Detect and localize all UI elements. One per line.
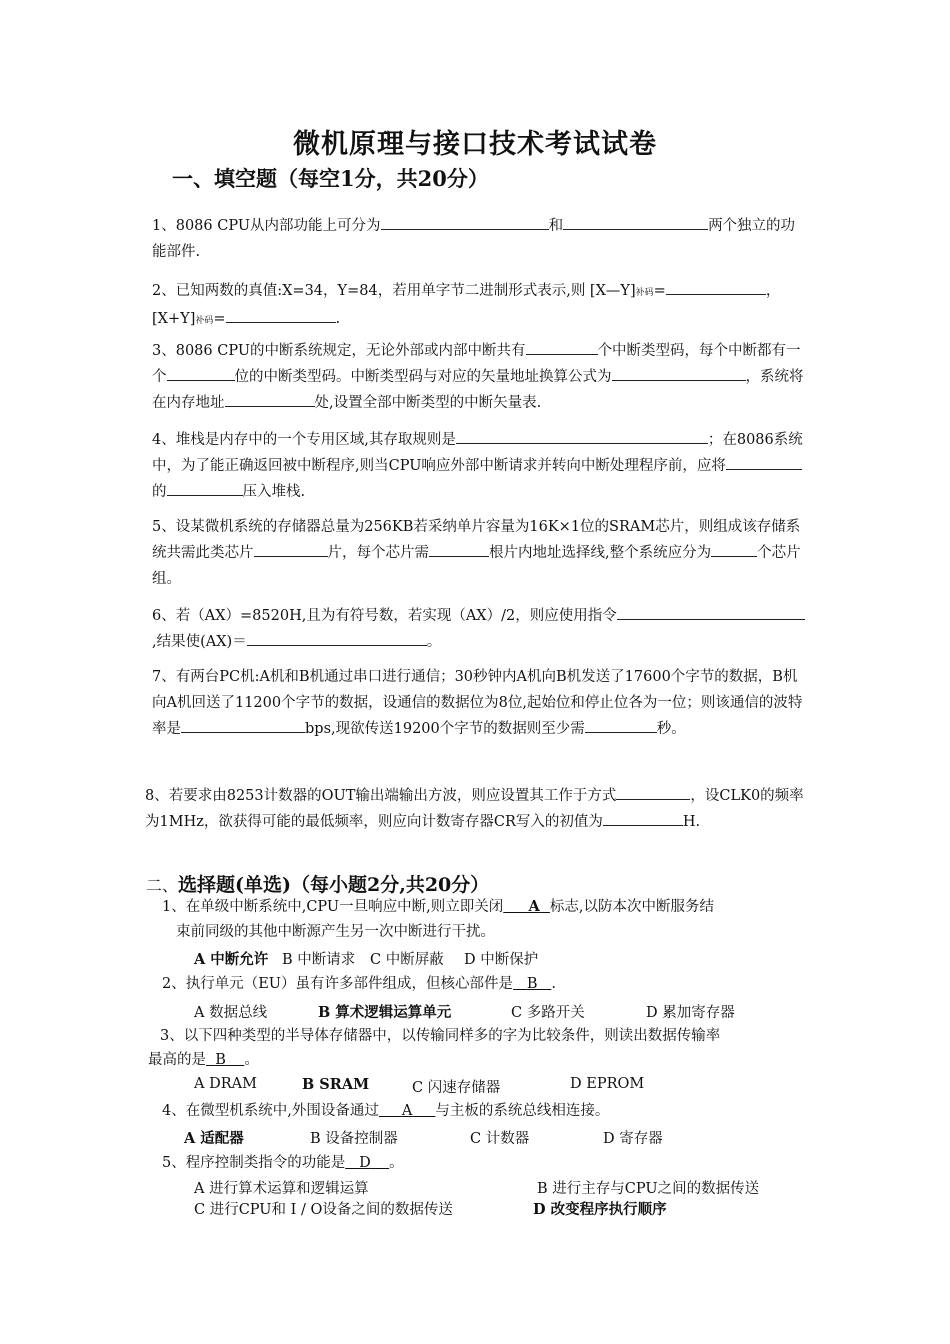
option-d: D 寄存器 xyxy=(603,1131,663,1147)
option-b: B 算术逻辑运算单元 xyxy=(318,1004,452,1021)
choice-question-5: 5、程序控制类指令的功能是 D 。 xyxy=(162,1155,404,1171)
choice-question-3: 3、以下四种类型的半导体存储器中，以传输同样多的字为比较条件，则读出数据传输率 xyxy=(160,1028,721,1044)
answer-blank xyxy=(612,364,660,381)
section1-heading: 一、填空题（每空1分，共20分） xyxy=(172,166,489,191)
fill-question-5: 5、设某微机系统的存储器总量为256KB若采纳单片容量为16K×1位的SRAM芯片，则组成该存储系统共需此类芯片 片，每个芯片需 根片内地址选择线,整个系统应分为 个芯片组。 xyxy=(152,519,801,587)
fill-question-7: 7、有两台PC机:A机和B机通过串口进行通信；30秒钟内A机向B机发送了17600个字节的数据，B机向A机回送了11200个字节的数据，设通信的数据位为8位,起始位和停止位各为一位；则该通信的波特率是 bps,现欲传送19200个字节的数据则至少需 秒。 xyxy=(152,669,803,737)
answer-blank xyxy=(726,453,802,470)
option-d: D EPROM xyxy=(570,1076,645,1092)
option-c: C 闪速存储器 xyxy=(412,1080,501,1096)
answer-blank xyxy=(659,809,683,826)
section2-heading: 二、选择题(单选)（每小题2分,共20分） xyxy=(146,874,490,896)
answer-letter: B xyxy=(215,1052,226,1068)
option-a: A 适配器 xyxy=(184,1130,244,1147)
answer-blank xyxy=(711,540,757,557)
answer-blank xyxy=(381,213,549,230)
option-a: A DRAM xyxy=(194,1076,257,1092)
answer-blank xyxy=(456,427,708,444)
fill-question-6: 6、若（AX）=8520H,且为有符号数，若实现（AX）/2，则应使用指令,结果使(AX)＝ 。 xyxy=(152,603,807,655)
answer-blank xyxy=(666,278,742,295)
answer-blank xyxy=(563,213,708,230)
answer-blank xyxy=(247,629,427,646)
answer-letter: A xyxy=(528,898,540,915)
answer-blank xyxy=(742,278,766,295)
answer-letter: D xyxy=(359,1155,371,1171)
answer-blank xyxy=(585,716,657,733)
fill-question-1: 1、8086 CPU从内部功能上可分为 和 两个独立的功能部件. xyxy=(152,213,807,265)
choice-question-1-cont: 束前同级的其他中断源产生另一次中断进行干扰。 xyxy=(176,924,495,940)
answer-blank xyxy=(181,716,305,733)
option-c: C 多路开关 xyxy=(511,1005,585,1021)
fill-question-2: 2、已知两数的真值:X=34，Y=84，若用单字节二进制形式表示,则 [X—Y]补码= ， [X+Y]补码= . xyxy=(152,278,807,334)
option-c: C 进行CPU和 I / O设备之间的数据传送 xyxy=(194,1202,453,1218)
fill-question-4: 4、堆栈是内存中的一个专用区域,其存取规则是 ；在8086系统中，为了能正确返回被中断程序,则当CPU响应外部中断请求并转向中断处理程序前，应将的 压入堆栈. xyxy=(152,427,807,505)
option-a: A 进行算术运算和逻辑运算 xyxy=(194,1181,369,1197)
choice-question-4: 4、在微型机系统中,外围设备通过 A 与主板的系统总线相连接。 xyxy=(162,1103,610,1119)
option-b: B 中断请求 xyxy=(282,952,356,968)
answer-blank xyxy=(757,603,805,620)
choice-question-1: 1、在单级中断系统中,CPU一旦响应中断,则立即关闭 A 标志,以防本次中断服务结 xyxy=(162,898,714,915)
option-b: B SRAM xyxy=(302,1076,370,1093)
answer-blank xyxy=(167,479,243,496)
answer-blank xyxy=(660,364,746,381)
answer-blank xyxy=(225,390,315,407)
answer-letter: B xyxy=(526,976,538,992)
exam-title: 微机原理与接口技术考试试卷 xyxy=(293,129,657,160)
choice-question-2: 2、执行单元（EU）虽有许多部件组成，但核心部件是 B . xyxy=(162,976,556,992)
answer-letter: A xyxy=(401,1103,413,1119)
answer-blank xyxy=(603,809,659,826)
option-d: D 累加寄存器 xyxy=(646,1005,735,1021)
option-b: B 进行主存与CPU之间的数据传送 xyxy=(537,1181,760,1197)
option-c: C 计数器 xyxy=(470,1131,530,1147)
answer-blank xyxy=(254,540,328,557)
answer-blank xyxy=(167,364,235,381)
answer-blank xyxy=(617,603,757,620)
option-d: D 改变程序执行顺序 xyxy=(533,1201,667,1218)
fill-question-3: 3、8086 CPU的中断系统规定，无论外部或内部中断共有 个中断类型码，每个中断都有一个 位的中断类型码。中断类型码与对应的矢量地址换算公式为 ，系统将在内存地址 处,设置全部中断类型的中断矢量表. xyxy=(152,338,807,416)
option-a: A 数据总线 xyxy=(194,1005,268,1021)
option-a: A 中断允许 xyxy=(194,951,269,968)
fill-question-8: 8、若要求由8253计数器的OUT输出端输出方波，则应设置其工作于方式 ，设CLK0的频率为1MHz，欲获得可能的最低频率，则应向计数寄存器CR写入的初值为 H. xyxy=(145,783,807,835)
answer-blank xyxy=(429,540,489,557)
answer-blank xyxy=(526,338,598,355)
answer-blank xyxy=(616,783,690,800)
choice-question-3-cont: 最高的是 B 。 xyxy=(148,1052,259,1068)
option-c: C 中断屏蔽 xyxy=(370,952,444,968)
answer-blank xyxy=(226,306,336,323)
option-b: B 设备控制器 xyxy=(310,1131,398,1147)
option-d: D 中断保护 xyxy=(464,952,539,968)
